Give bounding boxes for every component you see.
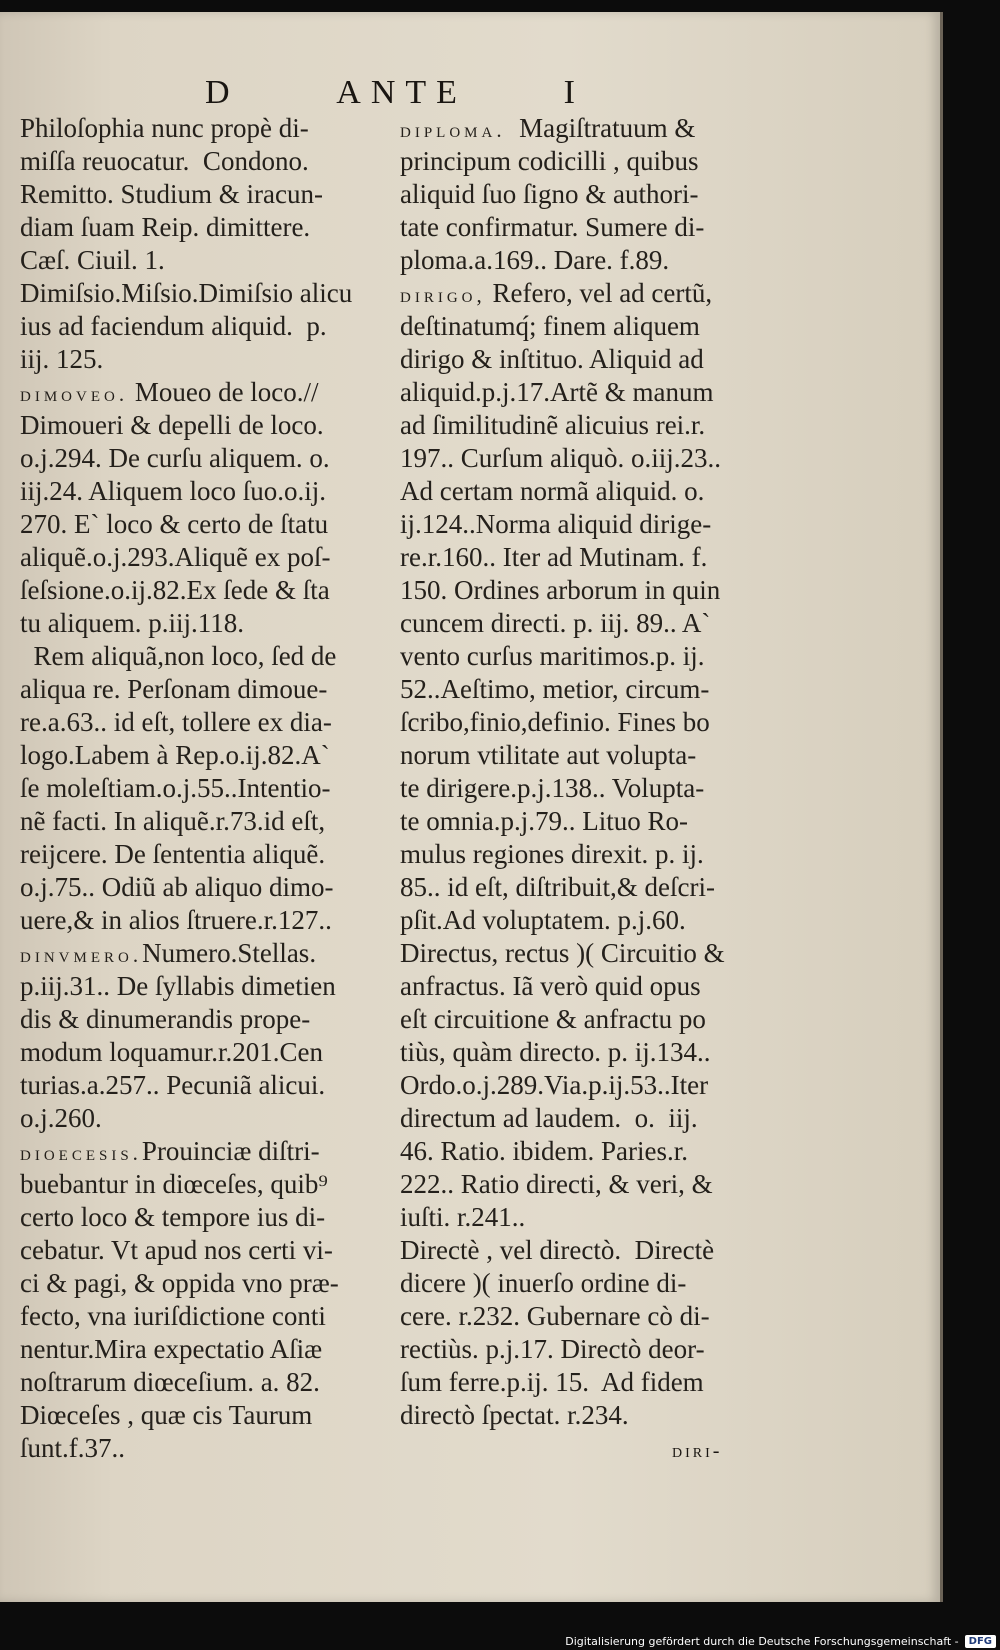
- text-line: [400, 178, 800, 211]
- right-text-column: [400, 112, 800, 1432]
- text-line: [400, 541, 800, 574]
- header-right: I: [563, 74, 585, 111]
- line-text: miſſa reuocatur. Condono.: [20, 146, 309, 176]
- line-text: dirigo & inſtituo. Aliquid ad: [400, 344, 704, 374]
- line-text: ploma.a.169.. Dare. f.89.: [400, 245, 670, 275]
- line-text: certo loco & tempore ius di-: [20, 1202, 326, 1232]
- text-line: [400, 376, 800, 409]
- dfg-logo: DFG: [965, 1635, 996, 1648]
- text-line: [400, 970, 800, 1003]
- text-line: [400, 112, 800, 145]
- text-line: [400, 1300, 800, 1333]
- text-line: [400, 871, 800, 904]
- text-line: [20, 1036, 390, 1069]
- text-line: [400, 145, 800, 178]
- line-text: Refero, vel ad certũ,: [485, 278, 713, 308]
- line-text: turias.a.257.. Pecuniã alicui.: [20, 1070, 326, 1100]
- line-text: Numero.Stellas.: [142, 938, 317, 968]
- header-center: ANTE: [336, 74, 467, 111]
- line-text: noſtrarum diœceſium. a. 82.: [20, 1367, 320, 1397]
- line-text: ij.124..Norma aliquid dirige-: [400, 509, 712, 539]
- line-text: Diœceſes , quæ cis Taurum: [20, 1400, 313, 1430]
- text-line: [20, 1333, 390, 1366]
- text-line: [20, 706, 390, 739]
- text-line: [400, 1399, 800, 1432]
- text-line: [20, 607, 390, 640]
- text-line: [400, 1234, 800, 1267]
- line-text: dis & dinumerandis prope-: [20, 1004, 311, 1034]
- text-line: [400, 1168, 800, 1201]
- text-line: [20, 937, 390, 970]
- line-text: tiùs, quàm directo. p. ij.134..: [400, 1037, 711, 1067]
- text-line: [20, 442, 390, 475]
- text-line: [400, 475, 800, 508]
- text-line: [20, 970, 390, 1003]
- line-text: Magiſtratuum &: [505, 113, 696, 143]
- headword: dirigo,: [400, 283, 486, 307]
- line-text: Ad certam normã aliquid. o.: [400, 476, 705, 506]
- text-line: [400, 706, 800, 739]
- text-line: [20, 1366, 390, 1399]
- line-text: diam ſuam Reip. dimittere.: [20, 212, 311, 242]
- line-text: te dirigere.p.j.138.. Volupta-: [400, 773, 705, 803]
- line-text: ſum ferre.p.ij. 15. Ad fidem: [400, 1367, 704, 1397]
- text-line: [400, 904, 800, 937]
- line-text: re.a.63.. id eſt, tollere ex dia-: [20, 707, 332, 737]
- line-text: 270. E` loco & certo de ſtatu: [20, 509, 329, 539]
- line-text: ſe moleſtiam.o.j.55..Intentio-: [20, 773, 331, 803]
- line-text: Dimiſsio.Miſsio.Dimiſsio alicu: [20, 278, 353, 308]
- text-line: [20, 1102, 390, 1135]
- line-text: aliquid.p.j.17.Artẽ & manum: [400, 377, 714, 407]
- text-line: [20, 871, 390, 904]
- text-line: [400, 508, 800, 541]
- text-line: [400, 1333, 800, 1366]
- line-text: nẽ facti. In aliquẽ.r.73.id eſt,: [20, 806, 326, 836]
- line-text: dicere )( inuerſo ordine di-: [400, 1268, 687, 1298]
- line-text: ſcribo,finio,definio. Fines bo: [400, 707, 710, 737]
- text-line: [20, 838, 390, 871]
- funding-text: Digitalisierung gefördert durch die Deutsche Forschungsgemeinschaft -: [565, 1634, 959, 1648]
- line-text: o.j.75.. Odiũ ab aliquo dimo-: [20, 872, 334, 902]
- line-text: cere. r.232. Gubernare cò di-: [400, 1301, 710, 1331]
- text-line: [20, 673, 390, 706]
- line-text: Ordo.o.j.289.Via.p.ij.53..Iter: [400, 1070, 709, 1100]
- line-text: eſt circuitione & anfractu po: [400, 1004, 706, 1034]
- text-line: [400, 673, 800, 706]
- line-text: ad ſimilitudinẽ alicuius rei.r.: [400, 410, 706, 440]
- line-text: tate confirmatur. Sumere di-: [400, 212, 705, 242]
- line-text: directum ad laudem. o. iij.: [400, 1103, 698, 1133]
- text-line: [20, 475, 390, 508]
- text-line: [20, 178, 390, 211]
- line-text: 52..Aeſtimo, metior, circum-: [400, 674, 710, 704]
- line-text: o.j.260.: [20, 1103, 102, 1133]
- line-text: re.r.160.. Iter ad Mutinam. f.: [400, 542, 708, 572]
- line-text: logo.Labem à Rep.o.ij.82.A`: [20, 740, 330, 770]
- line-text: reijcere. De ſententia aliquẽ.: [20, 839, 326, 869]
- text-line: [20, 1201, 390, 1234]
- line-text: aliqua re. Perſonam dimoue-: [20, 674, 328, 704]
- text-line: [20, 1003, 390, 1036]
- line-text: Cæſ. Ciuil. 1.: [20, 245, 165, 275]
- line-text: principum codicilli , quibus: [400, 146, 699, 176]
- line-text: nentur.Mira expectatio Aſiæ: [20, 1334, 323, 1364]
- text-line: [400, 343, 800, 376]
- text-line: [400, 937, 800, 970]
- text-line: [400, 1069, 800, 1102]
- text-line: [20, 310, 390, 343]
- text-line: [400, 640, 800, 673]
- text-line: [400, 805, 800, 838]
- line-text: iij. 125.: [20, 344, 104, 374]
- line-text: buebantur in diœceſes, quib⁹: [20, 1169, 328, 1199]
- line-text: 222.. Ratio directi, & veri, &: [400, 1169, 713, 1199]
- headword: dioecesis.: [20, 1141, 142, 1165]
- running-header: [205, 74, 585, 112]
- line-text: ſunt.f.37..: [20, 1433, 125, 1463]
- headword: dinvmero.: [20, 943, 143, 967]
- text-line: [20, 805, 390, 838]
- line-text: 150. Ordines arborum in quin: [400, 575, 721, 605]
- line-text: 197.. Curſum aliquò. o.iij.23..: [400, 443, 721, 473]
- text-line: [400, 1267, 800, 1300]
- line-text: Prouinciæ diſtri-: [141, 1136, 320, 1166]
- line-text: pſit.Ad voluptatem. p.j.60.: [400, 905, 686, 935]
- line-text: deſtinatumq́; finem aliquem: [400, 311, 700, 341]
- line-text: Dimoueri & depelli de loco.: [20, 410, 324, 440]
- text-line: [400, 574, 800, 607]
- left-text-column: [20, 112, 390, 1465]
- line-text: aliquid ſuo ſigno & authori-: [400, 179, 699, 209]
- line-text: mulus regiones direxit. p. ij.: [400, 839, 704, 869]
- text-line: [20, 904, 390, 937]
- text-line: [400, 739, 800, 772]
- text-line: [20, 1432, 390, 1465]
- line-text: directò ſpectat. r.234.: [400, 1400, 629, 1430]
- line-text: iij.24. Aliquem loco ſuo.o.ij.: [20, 476, 326, 506]
- text-line: [20, 1168, 390, 1201]
- text-line: [400, 310, 800, 343]
- line-text: cebatur. Vt apud nos certi vi-: [20, 1235, 333, 1265]
- line-text: rectiùs. p.j.17. Directò deor-: [400, 1334, 705, 1364]
- line-text: anfractus. Iã verò quid opus: [400, 971, 701, 1001]
- text-line: [20, 1234, 390, 1267]
- line-text: cuncem directi. p. iij. 89.. A`: [400, 608, 711, 638]
- text-line: [400, 244, 800, 277]
- text-line: [400, 1036, 800, 1069]
- line-text: 85.. id eſt, diſtribuit,& deſcri-: [400, 872, 715, 902]
- line-text: uere,& in alios ſtruere.r.127..: [20, 905, 332, 935]
- line-text: ſeſsione.o.ij.82.Ex ſede & ſta: [20, 575, 330, 605]
- line-text: Remitto. Studium & iracun-: [20, 179, 323, 209]
- line-text: fecto, vna iuriſdictione conti: [20, 1301, 326, 1331]
- line-text: p.iij.31.. De ſyllabis dimetien: [20, 971, 336, 1001]
- text-line: [400, 211, 800, 244]
- text-line: [400, 1003, 800, 1036]
- text-line: [20, 211, 390, 244]
- text-line: [20, 1267, 390, 1300]
- text-line: [20, 772, 390, 805]
- funding-bar: [565, 1632, 996, 1650]
- line-text: vento curſus maritimos.p. ij.: [400, 641, 705, 671]
- text-line: [20, 508, 390, 541]
- text-line: [20, 1399, 390, 1432]
- text-line: [20, 1300, 390, 1333]
- text-line: [20, 541, 390, 574]
- text-line: [20, 376, 390, 409]
- line-text: Philoſophia nunc propè di-: [20, 113, 309, 143]
- text-line: [400, 277, 800, 310]
- text-line: [20, 739, 390, 772]
- text-line: [20, 112, 390, 145]
- book-page: [0, 12, 943, 1602]
- text-line: [20, 574, 390, 607]
- catchword: diri-: [672, 1440, 723, 1462]
- line-text: modum loquamur.r.201.Cen: [20, 1037, 323, 1067]
- line-text: Directus, rectus )( Circuitio &: [400, 938, 725, 968]
- line-text: Rem aliquã,non loco, ſed de: [20, 641, 337, 671]
- text-line: [400, 772, 800, 805]
- header-left: D: [205, 74, 240, 111]
- line-text: Directè , vel directò. Directè: [400, 1235, 715, 1265]
- headword: diploma.: [400, 118, 506, 142]
- line-text: 46. Ratio. ibidem. Paries.r.: [400, 1136, 688, 1166]
- text-line: [20, 1069, 390, 1102]
- headword: dimoveo.: [20, 382, 129, 406]
- text-line: [400, 1135, 800, 1168]
- text-line: [400, 838, 800, 871]
- text-line: [400, 1201, 800, 1234]
- line-text: aliquẽ.o.j.293.Aliquẽ ex poſ-: [20, 542, 331, 572]
- text-line: [20, 640, 390, 673]
- line-text: ci & pagi, & oppida vno præ-: [20, 1268, 339, 1298]
- text-line: [20, 244, 390, 277]
- line-text: iuſti. r.241..: [400, 1202, 526, 1232]
- text-line: [400, 442, 800, 475]
- text-line: [400, 1102, 800, 1135]
- text-line: [400, 409, 800, 442]
- text-line: [400, 1366, 800, 1399]
- line-text: te omnia.p.j.79.. Lituo Ro-: [400, 806, 688, 836]
- line-text: Moueo de loco.//: [128, 377, 319, 407]
- text-line: [20, 145, 390, 178]
- text-line: [400, 607, 800, 640]
- text-line: [20, 343, 390, 376]
- text-line: [20, 1135, 390, 1168]
- line-text: o.j.294. De curſu aliquem. o.: [20, 443, 330, 473]
- text-line: [20, 409, 390, 442]
- line-text: ius ad faciendum aliquid. p.: [20, 311, 327, 341]
- line-text: norum vtilitate aut volupta-: [400, 740, 697, 770]
- text-line: [20, 277, 390, 310]
- line-text: tu aliquem. p.iij.118.: [20, 608, 244, 638]
